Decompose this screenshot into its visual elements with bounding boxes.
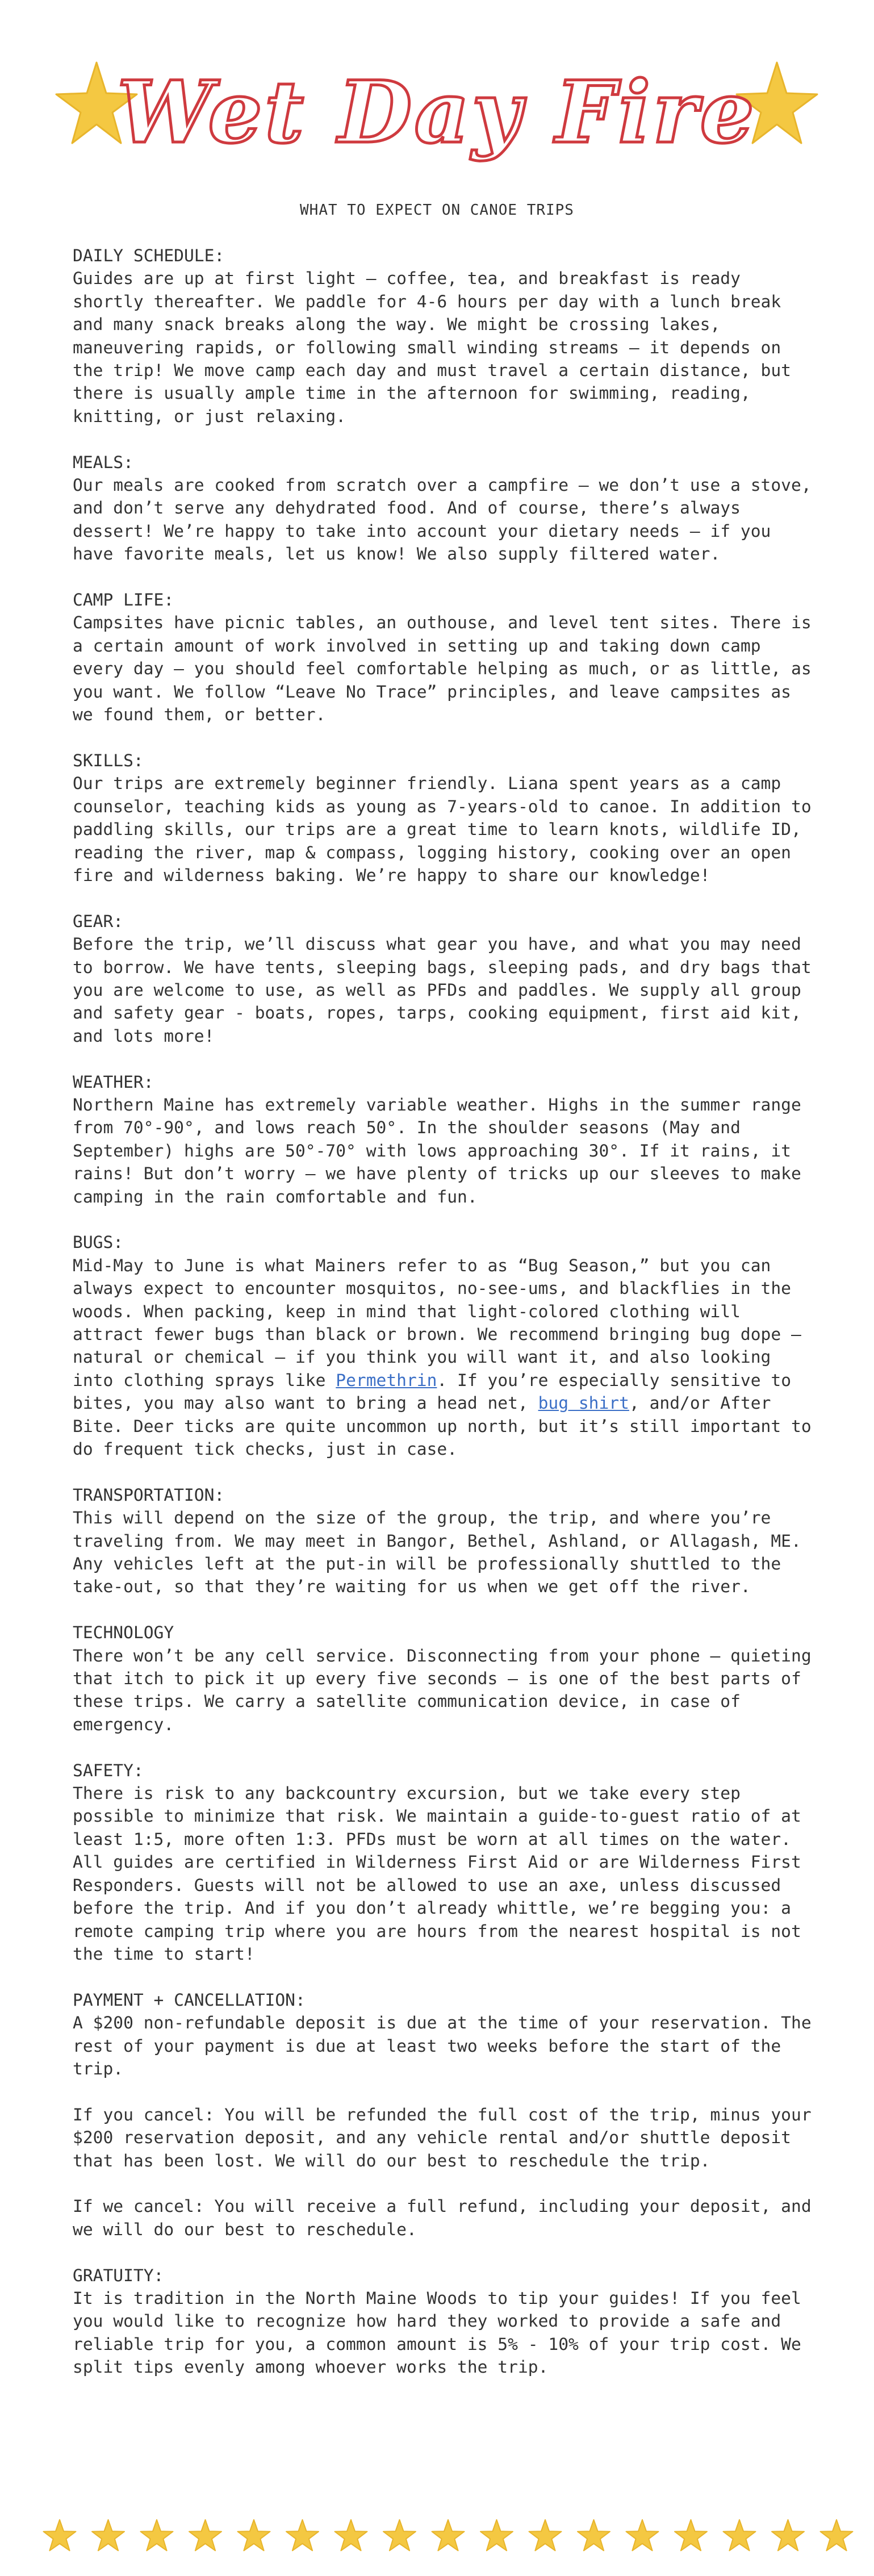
section-daily-schedule — [73, 244, 817, 428]
star-icon — [821, 2520, 853, 2550]
section-heading: WEATHER: — [73, 1072, 154, 1092]
permethrin-link[interactable]: Permethrin — [336, 1370, 437, 1390]
section-bugs — [73, 1231, 817, 1460]
section-paragraph: Guides are up at first light – coffee, tea, and breakfast is ready shortly thereafter. We paddle for 4-6 hours per day with a lunch break and many snack breaks along the way. We might be crossing lakes, maneuvering rapids, or following small winding streams – it depends on the trip! We move camp each day and must travel a certain distance, but there is usually ample time in the afternoon for swimming, reading, knitting, or just relaxing. — [73, 269, 792, 426]
bugs-text: . If you’re especially sensitive to bites, you may also want to bring a head net, — [73, 1370, 792, 1413]
section-heading: SAFETY: — [73, 1760, 144, 1780]
star-icon — [335, 2520, 367, 2550]
bugs-text: , and/or After Bite. Deer ticks are quite uncommon up north, but it’s still important to do frequent tick checks, just in case. — [73, 1393, 812, 1459]
section-skills — [73, 749, 817, 887]
section-heading: MEALS: — [73, 452, 133, 472]
section-heading: PAYMENT + CANCELLATION: — [73, 1990, 306, 2010]
logo-banner — [0, 0, 874, 187]
section-heading: SKILLS: — [73, 750, 144, 770]
section-heading: GEAR: — [73, 911, 124, 931]
section-weather — [73, 1071, 817, 1208]
section-heading: TRANSPORTATION: — [73, 1485, 225, 1505]
star-icon — [286, 2520, 319, 2550]
section-technology — [73, 1621, 817, 1736]
section-transportation — [73, 1484, 817, 1598]
star-icon — [92, 2520, 124, 2550]
bugs-text: Mid-May to June is what Mainers refer to as “Bug Season,” but you can always expect to encounter mosquitos, no-see-ums, and blackflies in the woods. When packing, keep in mind that light-colored clothing will attract fewer bugs than black or brown. We recommend bringing bug dope – natural or chemical – if you think you will want it, and also looking into clothing sprays like — [73, 1255, 801, 1390]
section-camp-life — [73, 588, 817, 726]
star-row — [0, 2511, 874, 2562]
section-paragraph: If you cancel: You will be refunded the full cost of the trip, minus your $200 reservation deposit, and any vehicle rental and/or shuttle deposit that has been lost. We will do our best to reschedule the trip. — [73, 2105, 812, 2170]
section-paragraph: There is risk to any backcountry excursion, but we take every step possible to minimize that risk. We maintain a guide-to-guest ratio of at least 1:5, more often 1:3. PFDs must be worn at all times on the water. All guides are certified in Wilderness First Aid or are Wilderness First Responders. Guests will not be allowed to use an axe, unless discussed before the trip. And if you don’t already whittle, we’re begging you: a remote camping trip where you are hours from the nearest hospital is not the time to start! — [73, 1784, 801, 1964]
section-heading: TECHNOLOGY — [73, 1623, 174, 1643]
section-paragraph: Campsites have picnic tables, an outhouse, and level tent sites. There is a certain amount of work involved in setting up and taking down camp every day – you should feel comfortable helping as much, or as little, as you want. We follow “Leave No Trace” principles, and leave campsites as we found them, or better. — [73, 613, 812, 725]
bug-shirt-link[interactable]: bug shirt — [538, 1393, 629, 1413]
section-heading: BUGS: — [73, 1233, 124, 1252]
footer-star-border — [0, 2511, 874, 2562]
section-paragraph: This will depend on the size of the group, the trip, and where you’re traveling from. We may meet in Bangor, Bethel, Ashland, or Allagash, ME. Any vehicles left at the put-in will be professionally shuttled to the take-out, so that they’re waiting for us when we get off the river. — [73, 1508, 801, 1597]
star-icon — [44, 2520, 76, 2550]
section-meals — [73, 451, 817, 566]
page-title: WHAT TO EXPECT ON CANOE TRIPS — [300, 202, 574, 219]
trip-details — [73, 244, 817, 2402]
star-icon — [383, 2520, 416, 2550]
section-paragraph: Our meals are cooked from scratch over a campfire – we don’t use a stove, and don’t serve any dehydrated food. And of course, there’s always dessert! We’re happy to take into account your dietary needs – if you have favorite meals, let us know! We also supply filtered water. — [73, 475, 812, 564]
star-icon — [626, 2520, 659, 2550]
star-icon — [189, 2520, 221, 2550]
star-icon — [238, 2520, 270, 2550]
section-safety — [73, 1759, 817, 1966]
star-icon — [724, 2520, 756, 2550]
section-gear — [73, 910, 817, 1047]
site-header — [0, 0, 874, 187]
section-paragraph: A $200 non-refundable deposit is due at the time of your reservation. The rest of your payment is due at least two weeks before the start of the trip. — [73, 2013, 812, 2078]
star-icon — [772, 2520, 804, 2550]
section-paragraph — [73, 1254, 817, 1461]
section-payment-cancellation — [73, 1989, 817, 2241]
star-icon — [480, 2520, 513, 2550]
section-paragraph: If we cancel: You will receive a full refund, including your deposit, and we will do our best to reschedule. — [73, 2197, 812, 2239]
section-heading: GRATUITY: — [73, 2265, 164, 2285]
section-gratuity — [73, 2264, 817, 2379]
section-paragraph: There won’t be any cell service. Disconnecting from your phone – quieting that itch to pick it up every five seconds – is one of the best parts of these trips. We carry a satellite communication device, in case of emergency. — [73, 1646, 812, 1734]
section-heading: CAMP LIFE: — [73, 590, 174, 610]
section-paragraph: It is tradition in the North Maine Woods to tip your guides! If you feel you would like to recognize how hard they worked to provide a safe and reliable trip for you, a common amount is 5% - 10% of your trip cost. We split tips evenly among whoever works the trip. — [73, 2288, 801, 2377]
logo-wordmark: Wet Day Fire — [117, 62, 756, 162]
star-icon — [675, 2520, 707, 2550]
star-icon — [432, 2520, 465, 2550]
star-icon — [141, 2520, 173, 2550]
star-icon — [578, 2520, 610, 2550]
section-heading: DAILY SCHEDULE: — [73, 246, 225, 265]
star-icon — [529, 2520, 562, 2550]
section-paragraph: Our trips are extremely beginner friendly. Liana spent years as a camp counselor, teaching kids as young as 7-years-old to canoe. In addition to paddling skills, our trips are a great time to learn knots, wildlife ID, reading the river, map & compass, logging history, cooking over an open fire and wilderness baking. We’re happy to share our knowledge! — [73, 774, 812, 885]
section-paragraph: Before the trip, we’ll discuss what gear you have, and what you may need to borrow. We have tents, sleeping bags, sleeping pads, and dry bags that you are welcome to use, as well as PFDs and paddles. We supply all group and safety gear - boats, ropes, tarps, cooking equipment, first aid kit, and lots more! — [73, 934, 812, 1046]
section-paragraph: Northern Maine has extremely variable weather. Highs in the summer range from 70°-90°, and lows reach 50°. In the shoulder seasons (May and September) highs are 50°-70° with lows approaching 30°. If it rains, it rains! But don’t worry – we have plenty of tricks up our sleeves to make camping in the rain comfortable and fun. — [73, 1095, 801, 1206]
